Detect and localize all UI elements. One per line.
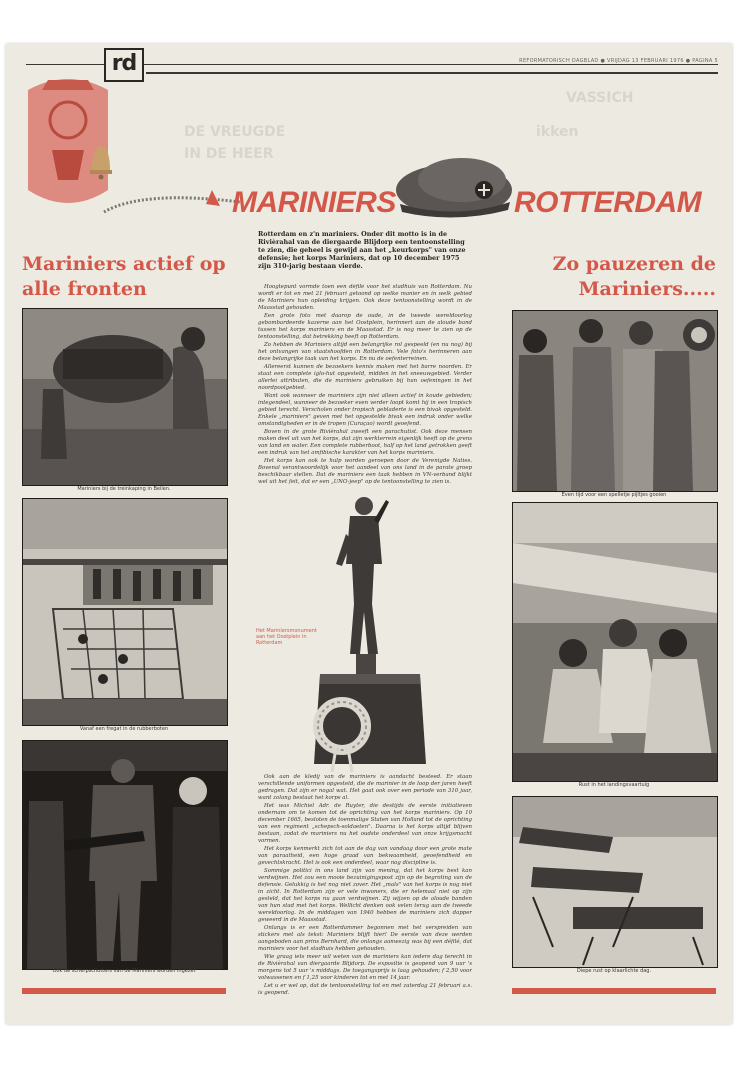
caption-photo2: Vanaf een fregat in de rubberboten <box>79 726 169 732</box>
ghost-text: IN DE HEER <box>184 146 274 162</box>
paragraph: Het korps kenmerkt zich tot aan de dag van vandaag door een grote mate van paraatheid, een hoge graad van bekwaamheid, geoefendheid en gevechtskracht. Het is ook een onderdeel, waar nog discipline is. <box>258 846 472 866</box>
monument-caption: Het Mariniersmonument aan het Oostplein in Rotterdam <box>256 628 317 646</box>
headline-right: Zo pauzeren de Mariniers..... <box>552 253 716 300</box>
ghost-text: ikken <box>536 124 579 140</box>
beret-icon <box>392 150 516 220</box>
headline-left: Mariniers actief op alle fronten <box>22 253 226 300</box>
paragraph: Hoogtepunt vormde toen een défilé voor het stadhuis van Rotterdam. Nu wordt er tot en met 21 februari getoond op welke manier en in welk gebied de Mariniers hun opleiding krijgen. Ook deze tentoonstelling wordt in de Maasstad gehouden. <box>258 284 472 311</box>
caption-photo3: Ook de scherpschutters van de Mariniers worden ingezet <box>52 968 196 974</box>
photo-frigate-boats <box>22 498 228 726</box>
photo-darts <box>512 310 718 492</box>
caption-photo4: Even tijd voor een spelletje pijltjes gooien <box>561 492 667 498</box>
photo-snipers <box>22 740 228 970</box>
paragraph: Sommige politici in ons land zijn van mening, dat het korps best kan verdwijnen. Het zou een mooie bezuinigingspost zijn op de begroting van de defensie. Gelukkig is het nog niet zover. Het „mals" van het korps is nog niet in zicht. In Rotterdam zijn er vele inwoners, die er helemaal niet op zijn gesteld, dat het korps nu gaan verdwijnen. Zij wijzen op de aloude banden van hun stad met het korps. Wellicht denken ook velen terug aan de tweede wereldoorlog. In de middagen van 1940 hebben de mariniers zich dapper geweerd in de Maasstad. <box>258 868 472 923</box>
paragraph: Allereerst kunnen de bezoekers kennis maken met het barre noorden. Er staat een complete iglo-hut opgesteld, midden in het sneeuwgebied. Verder allerlei attributen, die de mariniers gebruiken bij hun oefeningen in het noordpoolgebied. <box>258 364 472 391</box>
rope-icon <box>102 182 242 222</box>
caption-photo6: Diepe rust op klaarlichte dag. <box>576 968 652 974</box>
paragraph: Onlangs is er een Rotterdammer begonnen met het verspreiden van stickers met als tekst: Mariniers blijft hier! De eerste van deze werden aangeboden aan prins Bernhard, die onlangs aanwezig was bij een défilé, dat mariniers voor het stadhuis hebben gehouden. <box>258 925 472 952</box>
paragraph: Het korps kan ook te hulp worden geroepen door de Verenigde Naties. Bovenal verantwoordelijk voor het aandeel van ons land in de parate groep beschikbaar stellen. Dat de mariniers een taak hebben in VN-verband blijkt wel uit het feit, dat er een „UNO-jeep" op de tentoonstelling te zien is. <box>258 458 472 485</box>
photo-landing-craft <box>512 502 718 782</box>
newspaper-page <box>6 44 732 1024</box>
photo-train-hijack <box>22 308 228 486</box>
paragraph: Zo hebben de Mariniers altijd een belangrijke rol gespeeld (en nu nog) bij het ontvangen van staatshoofden in Rotterdam. Vele foto's herinneren aan deze belangrijke taak van het korps. En nu de oefenterreinen. <box>258 342 472 362</box>
masthead-rule <box>146 72 718 74</box>
intro-paragraph: Rotterdam en z'n mariniers. Onder dit motto is in de Rivièrahal van de diergaarde Blijdorp een tentoonstelling te zien, die geheel is gewijd aan het „keurkorps" van onze defensie; het korps Mariniers, dat op 10 december 1975 zijn 310-jarig bestaan vierde. <box>258 230 466 270</box>
paper-info: REFORMATORISCH DAGBLAD ● VRIJDAG 13 FEBRUARI 1976 ● PAGINA 5 <box>519 58 718 64</box>
paragraph: Het was Michiel Adr. de Ruyter, die destijds de eerste initiatieven ondernam om te komen tot de oprichting van het korps mariniers. Op 10 december 1665, besloten de toenmalige Staten van Holland tot de oprichting van een regiment „schepsch-soldaeten". Daarna is het korps altijd blijven bestaan, zodat de mariniers nu het oudste onderdeel van onze krijgsmacht vormen. <box>258 803 472 844</box>
caption-photo1: Mariniers bij de treinkaping in Beilen. <box>77 486 171 492</box>
caption-photo5: Rust in het landingsvaartuig <box>578 782 650 788</box>
paragraph: Een grote foto met daarop de oude, in de tweede wereldoorlog gebombardeerde kazerne aan het Oostplein, herinnert aan de aloude band tussen het korps mariniers en de Maasstad. Er is nog meer te zien op de tentoonstelling, dat betrekking heeft op Rotterdam. <box>258 313 472 340</box>
photo-resting <box>512 796 718 968</box>
red-footer-bar <box>22 988 226 994</box>
red-footer-bar <box>512 988 716 994</box>
paragraph: Want ook wanneer de mariniers zijn niet alleen actief in koude gebieden; integendeel, wanneer de bezoeker even verder loopt komt hij in een tropisch gebied terecht. Verscholen onder tropisch gebladerte is een bivak opgesteld. Enkele „mariniers" geven met het opgestelde bivak een indruk onder welke omstandigheden er in de tropen (Curaçao) wordt geoefend. <box>258 393 472 427</box>
paragraph: Ook aan de kledij van de mariniers is aandacht besteed. Er staan verschillende uniformen opgesteld, die de marinier in de loop der jaren heeft gedragen. Dat zijn er nogal wat. Het gaat ook over een periode van 310 jaar, want zolang bestaat het korps al. <box>258 774 472 801</box>
ghost-text: VASSICH <box>566 90 634 106</box>
ghost-text: DE VREUGDE <box>184 124 286 140</box>
bell-icon <box>86 140 116 180</box>
article-body-top <box>258 284 472 496</box>
paragraph: Boven in de grote Rivièrahal zweeft een parachutist. Ook deze mensen maken deel uit van het korps, dat zijn werkterrein eigenlijk heeft op de grens van land en water. Een complete rubberboot, half op het land getrokken geeft een indruk van het amfibische karakter van het korps mariniers. <box>258 429 472 456</box>
article-body-bottom <box>258 774 472 996</box>
title-left: MARINIERS <box>232 186 396 219</box>
paragraph: Wie graag iets meer wil weten van de mariniers kan iedere dag terecht in de Rivièrahal van diergaarde Blijdorp. De expositie is geopend van 9 uur 's morgens tot 5 uur 's middags. De toegangsprijs is laag gehouden; f 2,50 voor volwassenen en f 1,25 voor kinderen tot en met 14 jaar. <box>258 954 472 981</box>
title-right: ROTTERDAM <box>514 186 702 219</box>
rd-logo: rd <box>104 48 144 82</box>
paragraph: Let u er wel op, dat de tentoonstelling tot en met zaterdag 21 februari a.s. is geopend. <box>258 983 472 996</box>
